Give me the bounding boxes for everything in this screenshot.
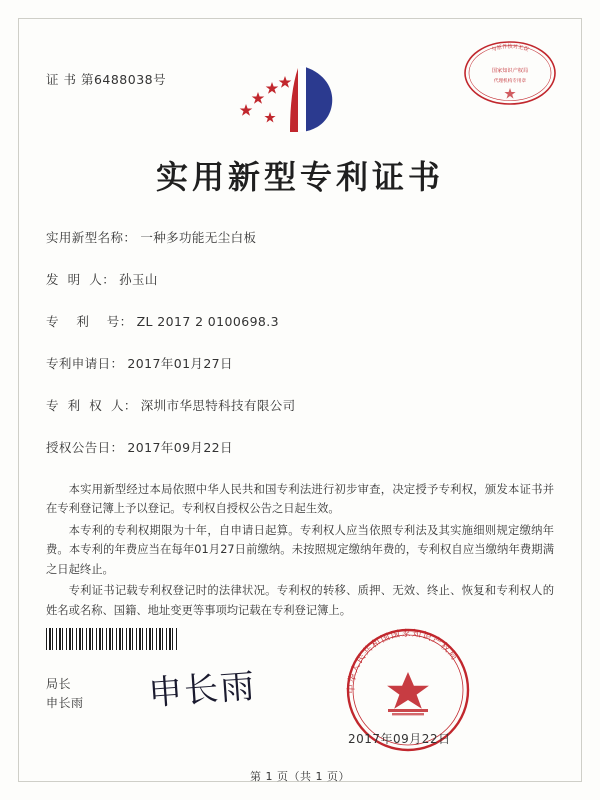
director-signature: 申长雨 xyxy=(146,666,258,714)
field-utility-model-name xyxy=(46,228,554,246)
field-value: ZL 2017 2 0100698.3 xyxy=(136,314,280,329)
page-footer: 第 1 页（共 1 页） xyxy=(250,770,350,783)
oval-seal-line2: 国家知识产权局 xyxy=(491,68,529,74)
director-name: 申长雨 xyxy=(46,696,84,711)
field-label: 实用新型名称： xyxy=(46,230,137,245)
certificate-body xyxy=(46,480,554,622)
field-label: 专利申请日： xyxy=(46,356,124,371)
director-block xyxy=(46,675,84,713)
director-title: 局长 xyxy=(46,677,72,691)
field-patent-number xyxy=(46,312,554,330)
field-label: 发 明 人： xyxy=(46,272,116,287)
oval-seal-line1: 与原件核对无误 xyxy=(490,44,530,54)
body-paragraph-1: 本实用新型经过本局依照中华人民共和国专利法进行初步审查，决定授予专利权，颁发本证书并在专利登记簿上予以登记。专利权自授权公告之日起生效。 xyxy=(46,483,554,516)
certificate-number: 证 书 第6488038号 xyxy=(46,72,167,87)
svg-text:中华人民共和国国家知识产权局 xyxy=(345,627,461,694)
field-application-date xyxy=(46,354,554,372)
field-value: 2017年01月27日 xyxy=(127,356,233,371)
patent-emblem-icon xyxy=(228,58,348,138)
oval-seal-line3: 代理机构专用章 xyxy=(493,79,527,84)
oval-stamp-icon xyxy=(462,38,558,108)
field-label: 专 利 权 人： xyxy=(46,398,137,413)
field-value: 孙玉山 xyxy=(119,272,158,287)
page-title: 实用新型专利证书 xyxy=(155,158,444,196)
certificate-fields xyxy=(46,228,554,480)
issue-date: 2017年09月22日 xyxy=(348,732,451,746)
field-grant-announcement-date xyxy=(46,438,554,456)
barcode-icon xyxy=(46,628,178,650)
body-paragraph-2: 本专利的专利权期限为十年，自申请日起算。专利权人应当依照专利法及其实施细则规定缴纳年费。本专利的年费应当在每年01月27日前缴纳。未按照规定缴纳年费的，专利权自应当缴纳年费期满之日起终止。 xyxy=(46,523,554,576)
field-label: 专 利 号： xyxy=(46,314,133,329)
field-patentee xyxy=(46,396,554,414)
round-seal-text: 中华人民共和国国家知识产权局 xyxy=(346,628,460,694)
field-value: 2017年09月22日 xyxy=(127,440,233,455)
field-value: 一种多功能无尘白板 xyxy=(140,230,257,245)
field-inventor xyxy=(46,270,554,288)
body-paragraph-3: 专利证书记载专利权登记时的法律状况。专利权的转移、质押、无效、终止、恢复和专利权人的姓名或名称、国籍、地址变更等事项均记载在专利登记簿上。 xyxy=(46,584,554,617)
field-label: 授权公告日： xyxy=(46,440,124,455)
field-value: 深圳市华思特科技有限公司 xyxy=(140,398,296,413)
